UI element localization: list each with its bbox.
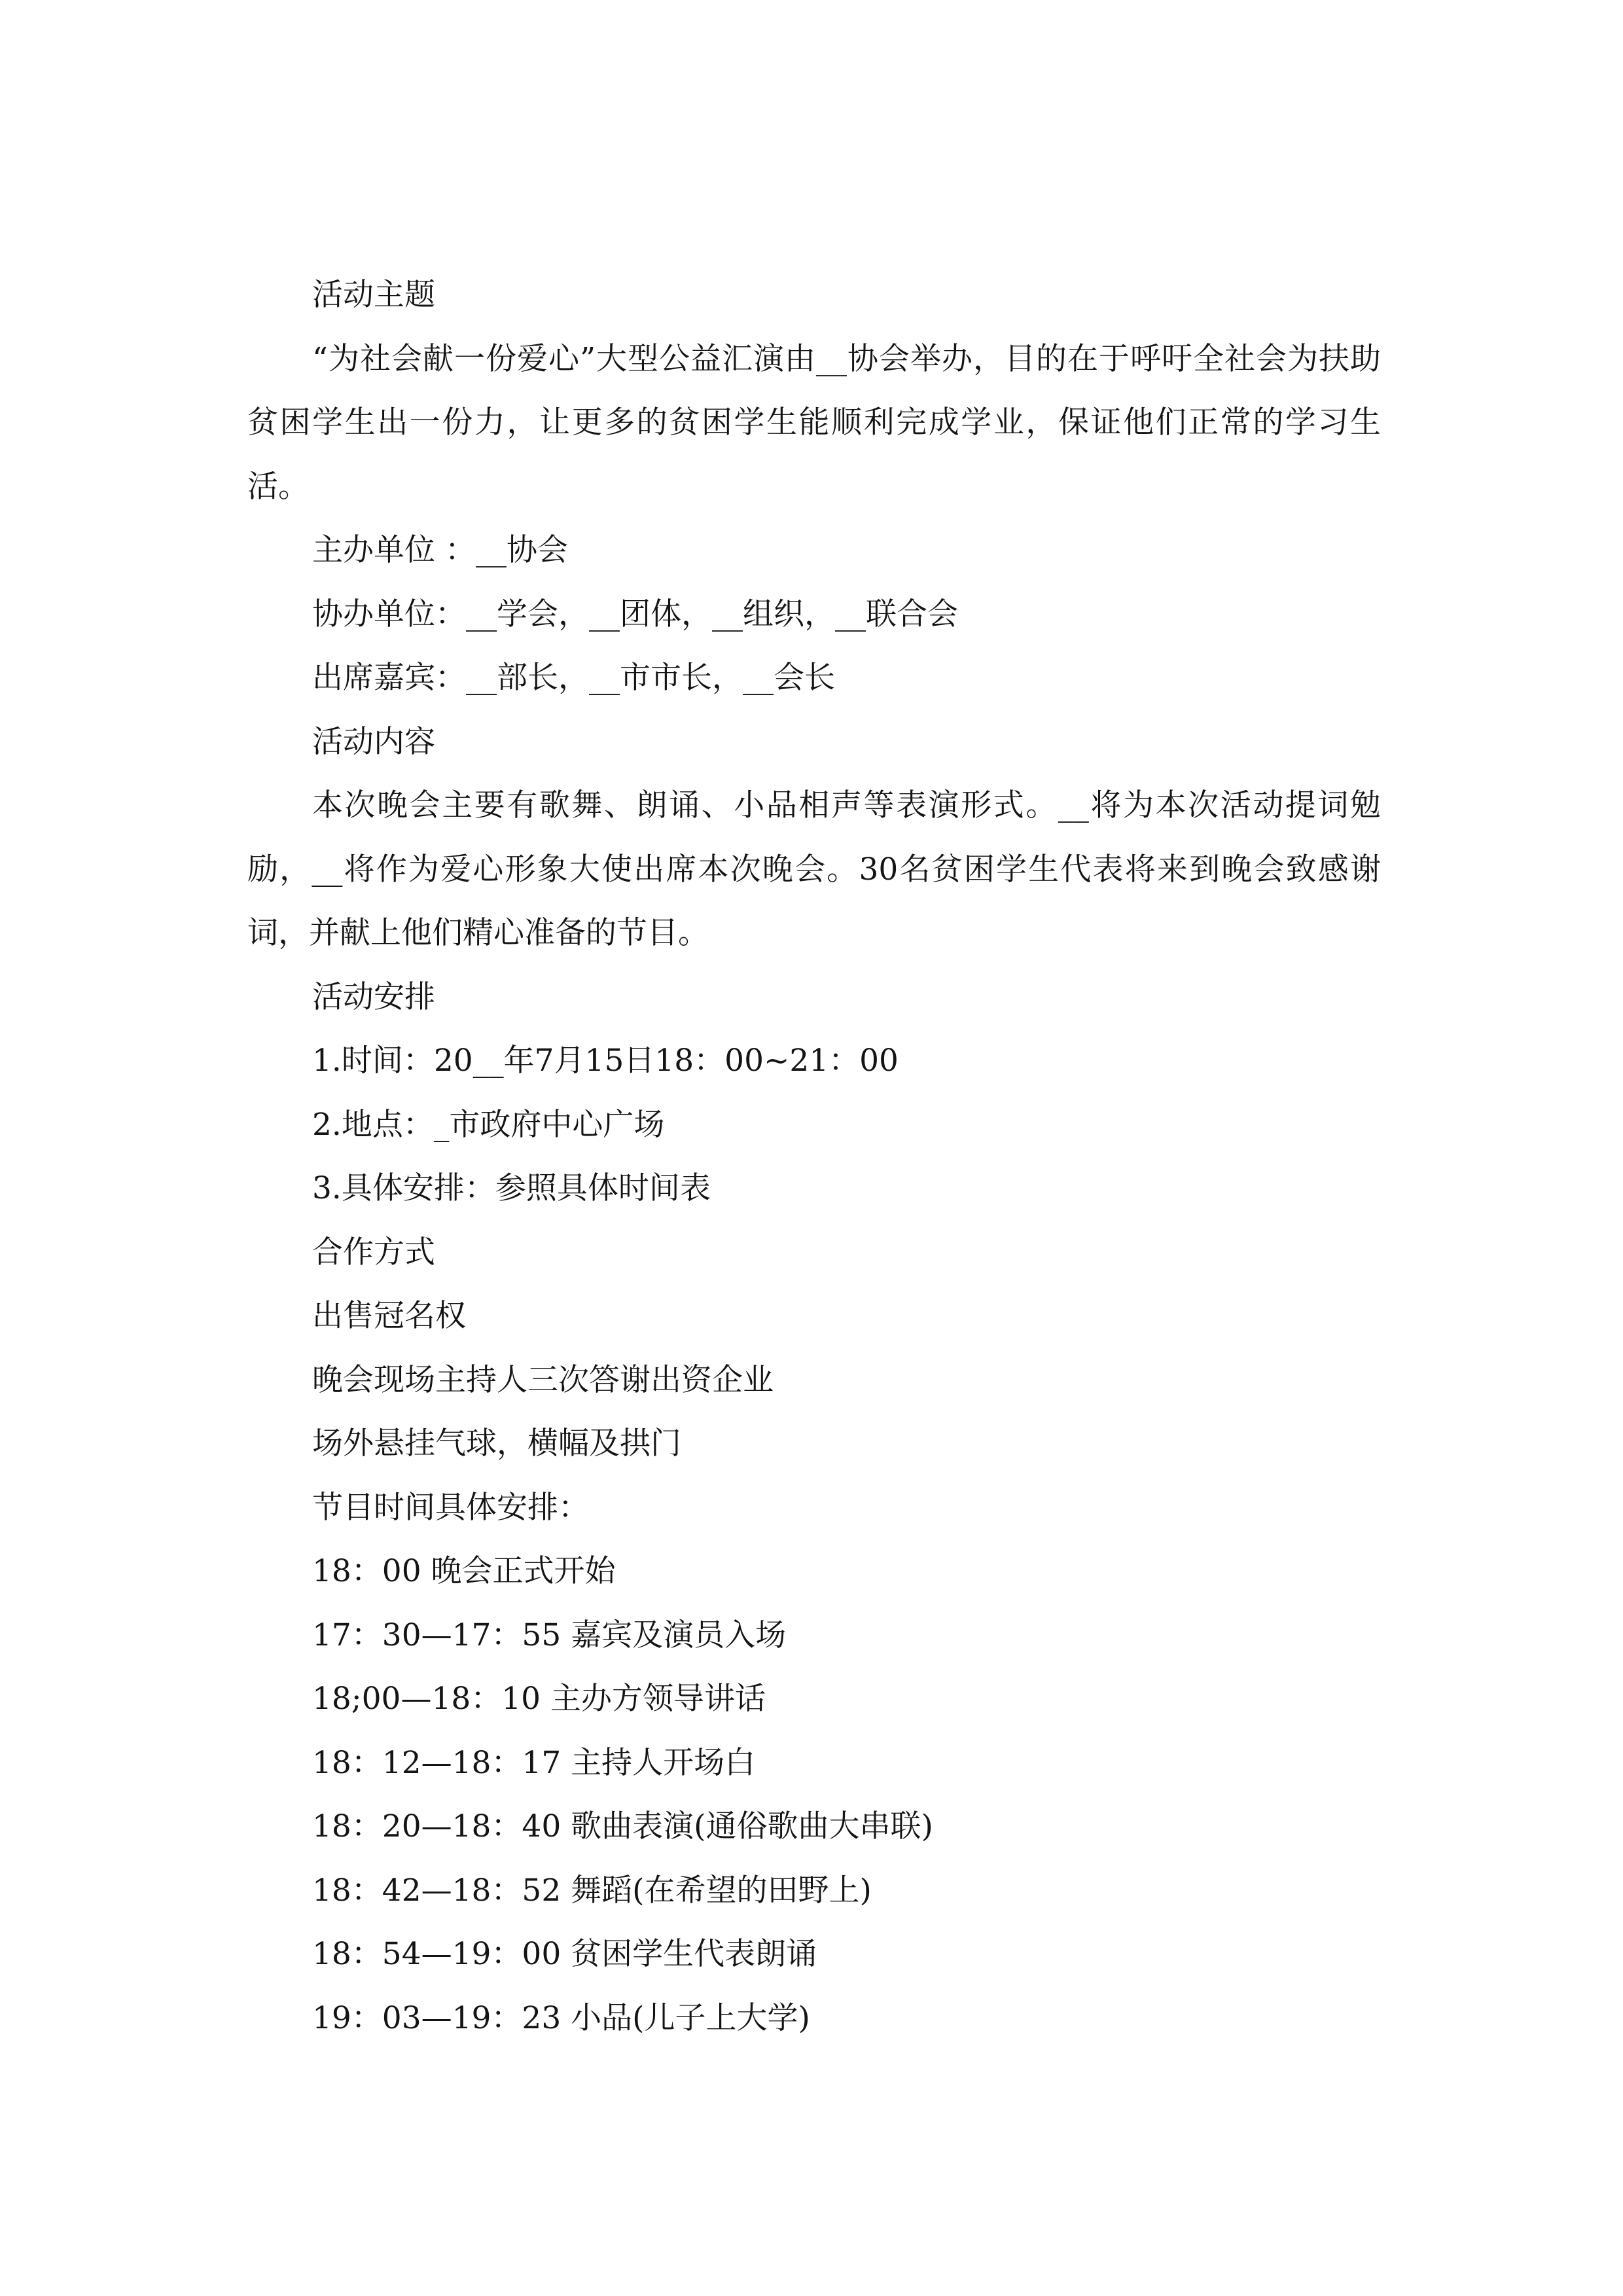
- paragraph-theme-description: “为社会献一份爱心”大型公益汇演由__协会举办，目的在于呼吁全社会为扶助贫困学生出一份力，让更多的贫困学生能顺利完成学业，保证他们正常的学习生活。: [247, 340, 1381, 505]
- line-arrangement-time: 1.时间：20__年7月15日18：00~21：00: [312, 1043, 899, 1079]
- schedule-item: 18：00 晚会正式开始: [312, 1553, 616, 1589]
- schedule-item: 19：03—19：23 小品(儿子上大学): [312, 2000, 810, 2036]
- schedule-item: 18：54—19：00 贫困学生代表朗诵: [312, 1936, 817, 1972]
- section-heading-arrangement: 活动安排: [312, 978, 435, 1015]
- section-heading-cooperation: 合作方式: [312, 1234, 435, 1270]
- schedule-item: 18：20—18：40 歌曲表演(通俗歌曲大串联): [312, 1808, 933, 1844]
- paragraph-content-description: 本次晚会主要有歌舞、朗诵、小品相声等表演形式。__将为本次活动提词勉励，__将作为爱心形象大使出席本次晚会。30名贫困学生代表将来到晚会致感谢词，并献上他们精心准备的节目。: [247, 787, 1381, 951]
- line-arrangement-detail: 3.具体安排：参照具体时间表: [312, 1170, 711, 1206]
- schedule-item: 18：12—18：17 主持人开场白: [312, 1744, 756, 1781]
- schedule-item: 18：42—18：52 舞蹈(在希望的田野上): [312, 1872, 872, 1909]
- document-body: [247, 263, 1381, 2050]
- schedule-item: 17：30—17：55 嘉宾及演员入场: [312, 1617, 787, 1653]
- line-cooperation-naming: 出售冠名权: [312, 1298, 466, 1334]
- section-heading-content: 活动内容: [312, 723, 435, 760]
- schedule-item: 18;00—18：10 主办方领导讲话: [312, 1681, 766, 1717]
- line-cooperation-balloons: 场外悬挂气球，横幅及拱门: [312, 1426, 681, 1462]
- line-arrangement-place: 2.地点：_市政府中心广场: [312, 1106, 665, 1143]
- line-cooperation-thanks: 晚会现场主持人三次答谢出资企业: [312, 1361, 774, 1398]
- section-heading-schedule: 节目时间具体安排：: [312, 1489, 589, 1526]
- line-co-organizer: 协办单位：__学会，__团体，__组织，__联合会: [312, 596, 958, 632]
- line-organizer: 主办单位 ：__协会: [312, 532, 568, 568]
- line-guests: 出席嘉宾：__部长，__市市长，__会长: [312, 660, 835, 696]
- section-heading-theme: 活动主题: [312, 277, 435, 313]
